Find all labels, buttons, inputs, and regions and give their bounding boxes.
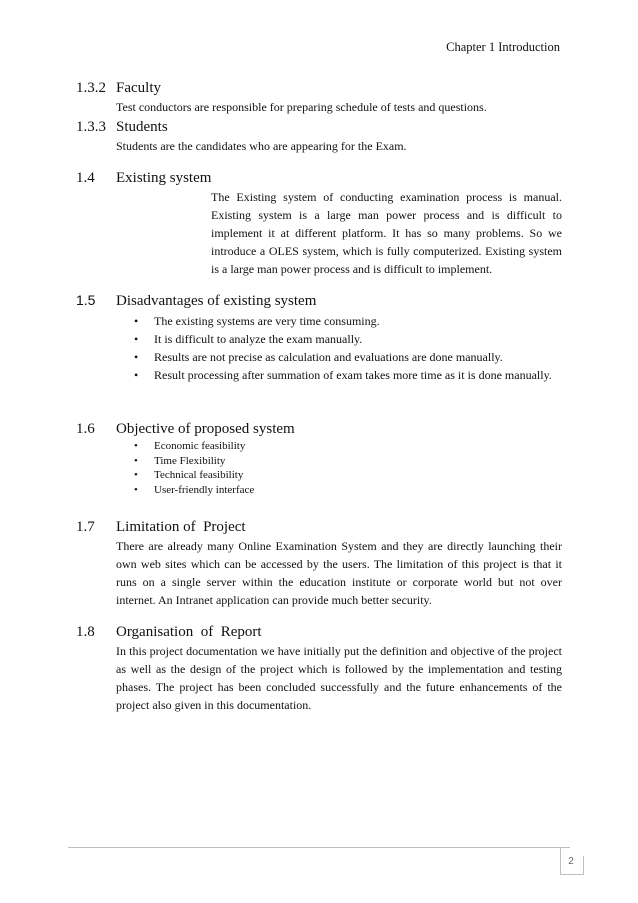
bullet-list (134, 439, 562, 497)
list-item: • Economic feasibility (134, 440, 246, 452)
bullet-icon: • (134, 483, 138, 496)
section-number: 1.7 (76, 519, 95, 535)
running-header: Chapter 1 Introduction (446, 40, 560, 54)
paragraph: The Existing system of conducting examination process is manual. Existing system is a large man power process and is difficult to implement it at different platform. It has so many problems. So we introduce a OLES system, which is fully computerized. Existing system is a large man power process and is difficult to implement. (211, 190, 562, 276)
page-number: 2 (568, 856, 574, 867)
section-existing-system (76, 168, 562, 278)
bullet-icon: • (134, 332, 139, 346)
section-title: Disadvantages of existing system (116, 293, 317, 309)
list-item: • The existing systems are very time consuming. (134, 314, 380, 328)
bullet-icon: • (134, 368, 139, 382)
section-heading (76, 419, 562, 439)
bullet-icon: • (134, 314, 139, 328)
section-heading (76, 168, 562, 188)
bullet-icon: • (134, 350, 139, 364)
section-body (116, 98, 562, 116)
section-title: Limitation of Project (116, 519, 246, 535)
section-students (76, 117, 562, 155)
section-title: Existing system (116, 170, 212, 186)
section-title: Students (116, 119, 168, 135)
section-heading (76, 117, 562, 137)
section-objective (76, 419, 562, 497)
paragraph: Students are the candidates who are appearing for the Exam. (116, 139, 407, 153)
bullet-list (134, 312, 562, 384)
section-number: 1.4 (76, 170, 95, 186)
section-organisation (76, 622, 562, 714)
list-item: • Time Flexibility (134, 454, 226, 467)
section-body (116, 642, 562, 714)
section-title: Organisation of Report (116, 624, 262, 640)
paragraph: There are already many Online Examination System and they are directly launching their own web sites which can be accessed by the users. The limitation of this project is that it runs on a single server within the education institute or corporate world but not over internet. An Intranet application can provide much better security. (116, 539, 562, 607)
section-heading (76, 517, 562, 537)
footer-divider-tick (560, 847, 561, 856)
bullet-icon: • (134, 469, 138, 481)
list-item: • Results are not precise as calculation and evaluations are done manually. (134, 350, 503, 364)
list-item: • User-friendly interface (134, 483, 255, 496)
paragraph: Test conductors are responsible for preparing schedule of tests and questions. (116, 100, 487, 114)
section-body (116, 137, 562, 155)
list-item: • Technical feasibility (134, 469, 244, 481)
section-number: 1.6 (76, 421, 95, 437)
section-heading (76, 622, 562, 642)
section-body (116, 188, 562, 278)
section-number: 1.8 (76, 624, 95, 640)
section-number: 1.3.3 (76, 119, 106, 135)
section-title: Faculty (116, 80, 161, 96)
paragraph: In this project documentation we have initially put the definition and objective of the project as well as the design of the project which is followed by the implementation and testing phases. The project has been concluded successfully and the future enhancements of the project also given in this documentation. (116, 644, 562, 712)
section-number: 1.5 (76, 292, 96, 308)
section-limitation (76, 517, 562, 609)
list-item: • Result processing after summation of exam takes more time as it is done manually. (134, 368, 552, 382)
footer-divider (68, 847, 570, 848)
bullet-icon: • (134, 454, 138, 467)
section-heading (76, 290, 562, 310)
section-disadvantages (76, 290, 562, 384)
bullet-icon: • (134, 440, 138, 452)
section-title: Objective of proposed system (116, 421, 295, 437)
section-body (116, 537, 562, 609)
section-number: 1.3.2 (76, 80, 106, 96)
section-faculty (76, 78, 562, 116)
list-item: • It is difficult to analyze the exam manually. (134, 332, 363, 346)
section-heading (76, 78, 562, 98)
